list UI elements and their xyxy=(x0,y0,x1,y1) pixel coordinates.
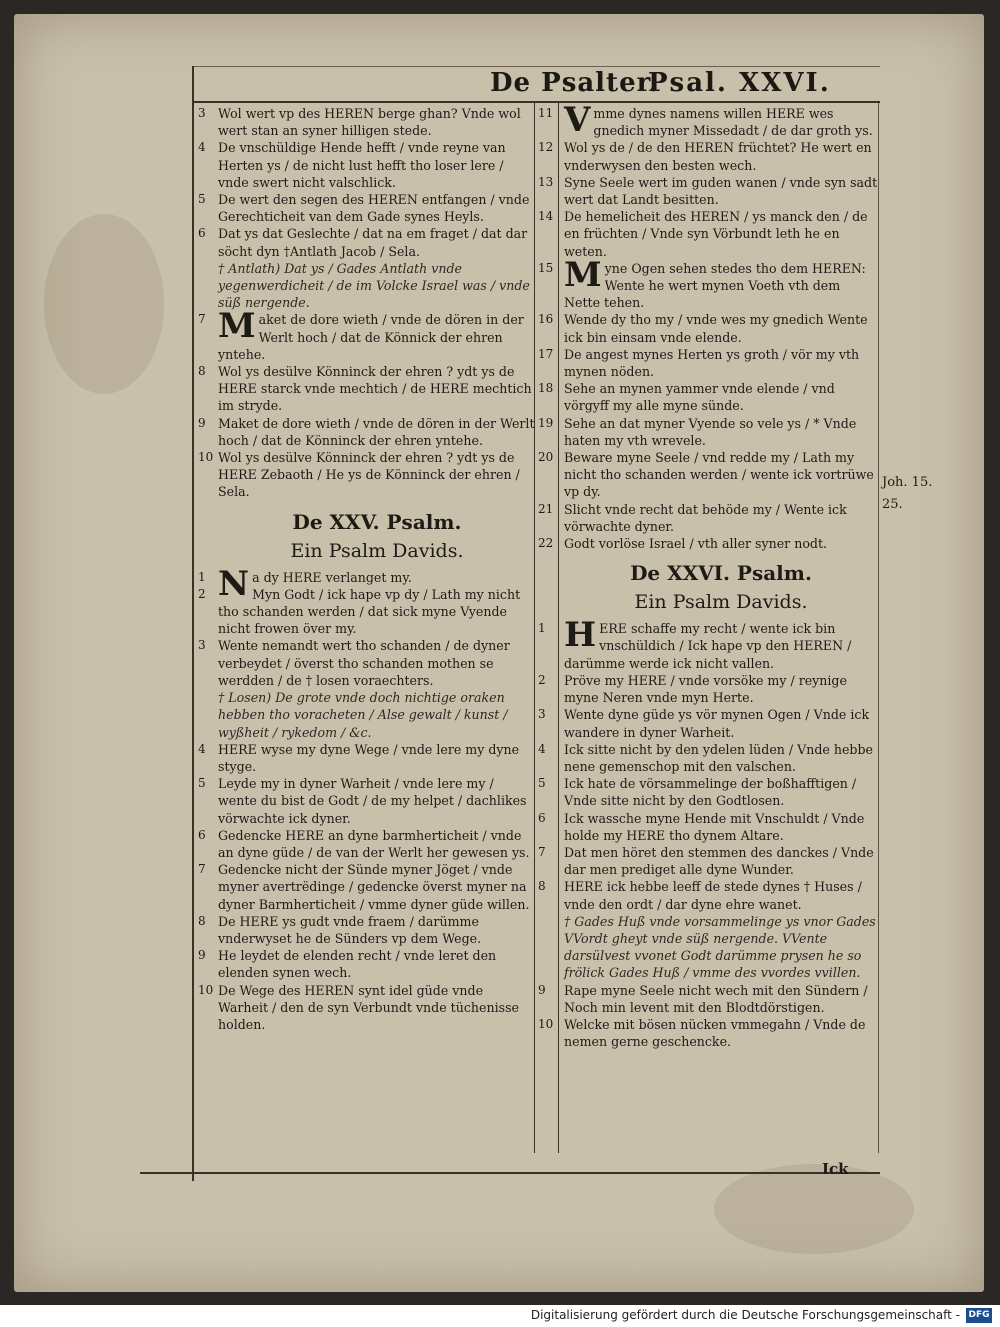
margin-reference-line1: Joh. 15. xyxy=(882,475,933,490)
verse-number: 2 xyxy=(198,586,206,601)
verse xyxy=(198,637,536,689)
verse-number: 3 xyxy=(198,106,206,120)
left-border-rule xyxy=(192,66,194,1181)
verse-text: De vnschüldige Hende hefft / vnde reyne van Herten ys / de nicht lust hefft tho loser lere / vnde swert nicht valschlick. xyxy=(218,140,506,190)
verse-number: 6 xyxy=(538,810,546,825)
verse xyxy=(538,982,878,1016)
verse-number: 16 xyxy=(538,312,554,327)
marginal-gloss xyxy=(564,913,878,982)
verse-text: Myne Ogen sehen stedes tho dem HEREN: Wente he wert mynen Voeth vth dem Nette tehen. xyxy=(564,254,866,311)
footer-rule xyxy=(140,1172,880,1174)
verse xyxy=(538,254,878,312)
verse-text: Vmme dynes namens willen HERE wes gnedich myner Missedadt / de dar groth ys. xyxy=(564,100,873,140)
catchword: Ick xyxy=(822,1160,849,1178)
verse xyxy=(538,706,878,740)
margin-reference-line2: 25. xyxy=(882,497,903,512)
verse-number: 21 xyxy=(538,501,554,516)
verse-text: Syne Seele wert im guden wanen / vnde syn sadt wert dat Landt besitten. xyxy=(564,174,878,208)
verse-number: 2 xyxy=(538,672,546,687)
verse xyxy=(198,775,536,827)
verse-text: HERE schaffe my recht / wente ick bin vnschüldich / Ick hape vp den HEREN / darümme werde ick nicht vallen. xyxy=(564,615,852,671)
verse-text: Wol ys de / de den HEREN früchtet? He wert en vnderwysen den besten wech. xyxy=(564,140,872,173)
verse-text: Dat ys dat Geslechte / dat na em fraget / dat dar söcht dyn †Antlath Jacob / Sela. xyxy=(218,226,528,259)
verse-number: 9 xyxy=(538,982,546,997)
verse-text: Ick sitte nicht by den ydelen lüden / Vnde hebbe nene gemenschop mit den valschen. xyxy=(564,741,874,774)
verse xyxy=(538,139,878,173)
verse-number: 8 xyxy=(198,913,206,928)
right-verses-before xyxy=(538,100,878,552)
verse-text: Maket de dore wieth / vnde de dören in der Werlt hoch / dat de Könnick der ehren yntehe. xyxy=(218,306,524,362)
verse-text: Wol wert vp des HEREN berge ghan? Vnde wol wert stan an syner hilligen stede. xyxy=(218,106,521,139)
verse-text: † Antlath) Dat ys / Gades Antlath vnde yegenwerdicheit / de im Volcke Israel was / vnde süß nergende. xyxy=(218,260,530,311)
verse xyxy=(538,810,878,844)
verse-text: Sehe an dat myner Vyende so vele ys / * Vnde haten my vth wrevele. xyxy=(564,415,857,448)
verse-number: 18 xyxy=(538,381,554,396)
verse xyxy=(198,306,536,363)
footer-bar xyxy=(0,1305,1000,1327)
verse-text: Sehe an mynen yammer vnde elende / vnd vörgyff my alle myne sünde. xyxy=(564,381,835,414)
verse-number: 7 xyxy=(198,312,206,327)
verse-text: He leydet de elenden recht / vnde leret den elenden synen wech. xyxy=(218,948,497,981)
verse-text: Gedencke nicht der Sünde myner Jöget / vnde myner avertrëdinge / gedencke överst myner na dyner Barmherticheit / vmme dyner güde willen. xyxy=(218,862,530,912)
verse-text: Wente dyne güde ys vör mynen Ogen / Vnde ick wandere in dyner Warheit. xyxy=(564,707,870,740)
verse-number: 15 xyxy=(538,260,554,275)
verse-text: De angest mynes Herten ys groth / vör my vth mynen nöden. xyxy=(564,346,860,380)
verse-text: De hemelicheit des HEREN / ys manck den / de en früchten / Vnde syn Vörbundt leth he en weten. xyxy=(564,209,868,259)
left-verses-after xyxy=(198,563,536,1033)
running-psalm-ref: Psal. XXVI. xyxy=(648,68,831,98)
verse xyxy=(538,615,878,672)
verse-text: Beware myne Seele / vnd redde my / Lath my nicht tho schanden werden / wente ick vortrüwe vp dy. xyxy=(564,450,874,500)
verse-text: Ick wassche myne Hende mit Vnschuldt / Vnde holde my HERE tho dynem Altare. xyxy=(564,810,865,843)
verse xyxy=(538,775,878,809)
left-column xyxy=(198,105,536,1033)
verse-text: Welcke mit bösen nücken vmmegahn / Vnde de nemen gerne geschencke. xyxy=(564,1016,866,1050)
verse-number: 5 xyxy=(198,192,206,207)
verse xyxy=(198,563,536,604)
psalm-25-subheading: Ein Psalm Davids. xyxy=(290,539,464,562)
verse xyxy=(198,827,536,861)
verse xyxy=(538,449,878,501)
verse-text: Slicht vnde recht dat behöde my / Wente ick vörwachte dyner. xyxy=(564,501,847,534)
verse xyxy=(538,672,878,706)
psalm-26-subheading: Ein Psalm Davids. xyxy=(634,591,808,614)
verse xyxy=(538,878,878,912)
verse-number: 7 xyxy=(538,844,546,859)
verse-number: 19 xyxy=(538,415,554,430)
left-verses-before xyxy=(198,105,536,501)
psalm-25-heading: De XXV. Psalm. xyxy=(292,509,462,534)
column-rule-right xyxy=(558,103,559,1153)
verse-text: Myn Godt / ick hape vp dy / Lath my nicht tho schanden werden / dat sick myne Vyende nicht frowen över my. xyxy=(218,586,521,637)
verse-number: 8 xyxy=(198,364,206,379)
paper-stain xyxy=(714,1164,914,1254)
verse xyxy=(198,139,536,191)
verse-number: 1 xyxy=(198,569,206,584)
verse-number: 4 xyxy=(198,140,206,155)
verse xyxy=(538,208,878,260)
verse-text: De HERE ys gudt vnde fraem / darümme vnderwyset he de Sünders vp dem Wege. xyxy=(218,913,482,946)
verse-number: 17 xyxy=(538,346,554,361)
psalm-26-heading: De XXVI. Psalm. xyxy=(630,561,812,586)
verse xyxy=(198,861,536,913)
verse xyxy=(198,913,536,947)
verse xyxy=(198,225,536,259)
verse-number: 8 xyxy=(538,879,546,894)
verse xyxy=(198,415,536,449)
verse-number: 10 xyxy=(198,450,214,465)
verse-text: Wente nemandt wert tho schanden / de dyner verbeydet / överst tho schanden mothen se werdden / de † losen voraechters. xyxy=(218,638,510,688)
verse xyxy=(198,363,536,415)
verse-number: 5 xyxy=(538,776,546,791)
verse xyxy=(198,947,536,981)
verse xyxy=(538,346,878,380)
verse-number: 13 xyxy=(538,174,554,189)
verse xyxy=(538,501,878,535)
header-rule xyxy=(192,101,880,103)
verse xyxy=(538,1016,878,1050)
marginal-gloss xyxy=(218,689,536,741)
verse-text: Leyde my in dyner Warheit / vnde lere my / wente du bist de Godt / de my helpet / dachlikes vörwachte ick dyner. xyxy=(218,776,527,826)
verse-text: Na dy HERE verlanget my. xyxy=(218,563,412,604)
verse-number: 4 xyxy=(538,741,546,756)
verse-text: † Gades Huß vnde vorsammelinge ys vnor Gades VVordt gheyt vnde süß nergende. VVente darsülvest vvonet Godt darümme prysen he so frölick Gades Huß / vmme des vvordes vvillen. xyxy=(564,913,876,981)
verse-text: Ick hate de vörsammelinge der boßhafftigen / Vnde sitte nicht by den Godtlosen. xyxy=(564,776,857,809)
verse xyxy=(538,174,878,208)
verse-text: Godt vorlöse Israel / vth aller syner nodt. xyxy=(564,536,828,552)
right-column xyxy=(538,100,878,1050)
verse-text: Wol ys desülve Könninck der ehren ? ydt ys de HERE starck vnde mechtich / de HERE mechtich im stryde. xyxy=(218,364,532,414)
verse-text: Wende dy tho my / vnde wes my gnedich Wente ick bin einsam vnde elende. xyxy=(564,312,868,345)
verse-text: Maket de dore wieth / vnde de dören in der Werlt hoch / dat de Könninck der ehren yntehe. xyxy=(218,415,535,448)
verse xyxy=(538,311,878,345)
verse-text: Wol ys desülve Könninck der ehren ? ydt ys de HERE Zebaoth / He ys de Könninck der ehren / Sela. xyxy=(218,450,520,500)
verse-number: 4 xyxy=(198,741,206,756)
verse-number: 10 xyxy=(198,982,214,997)
right-border-rule xyxy=(878,103,879,1153)
verse-number: 3 xyxy=(198,638,206,653)
dfg-logo-icon[interactable]: DFG xyxy=(966,1308,992,1323)
verse xyxy=(538,380,878,414)
verse-number: 11 xyxy=(538,106,554,120)
verse xyxy=(538,100,878,140)
verse-text: Dat men höret den stemmen des danckes / Vnde dar men prediget alle dyne Wunder. xyxy=(564,844,874,878)
verse-text: De Wege des HEREN synt idel güde vnde Warheit / den de syn Verbundt vnde tüchenisse holden. xyxy=(218,982,519,1032)
verse-number: 7 xyxy=(198,862,206,877)
marginal-gloss xyxy=(218,260,536,312)
header-rule-top xyxy=(192,66,880,67)
verse xyxy=(198,586,536,638)
verse-number: 10 xyxy=(538,1016,554,1031)
verse-number: 20 xyxy=(538,450,554,465)
verse xyxy=(198,449,536,501)
running-title: De Psalter. xyxy=(490,68,659,98)
verse-text: HERE ick hebbe leeff de stede dynes † Huses / vnde den ordt / dar dyne ehre wanet. xyxy=(564,879,862,912)
verse-number: 12 xyxy=(538,140,554,155)
verse xyxy=(198,105,536,139)
verse-text: HERE wyse my dyne Wege / vnde lere my dyne styge. xyxy=(218,741,520,774)
verse-number: 6 xyxy=(198,827,206,842)
right-verses-after xyxy=(538,615,878,1050)
verse-number: 22 xyxy=(538,536,554,551)
footer-credit: Digitalisierung gefördert durch die Deutsche Forschungsgemeinschaft - xyxy=(530,1308,960,1322)
verse-number: 9 xyxy=(198,948,206,963)
verse-text: Pröve my HERE / vnde vorsöke my / reynige myne Neren vnde myn Herte. xyxy=(564,672,847,706)
verse-number: 5 xyxy=(198,776,206,791)
verse xyxy=(538,535,878,552)
verse-number: 3 xyxy=(538,707,546,722)
verse-text: De wert den segen des HEREN entfangen / vnde Gerechticheit van dem Gade synes Heyls. xyxy=(218,192,530,225)
margin-reference xyxy=(882,472,932,516)
verse-number: 1 xyxy=(538,621,546,636)
verse xyxy=(538,844,878,878)
verse xyxy=(198,191,536,225)
verse-number: 6 xyxy=(198,226,206,241)
verse-text: Gedencke HERE an dyne barmherticheit / vnde an dyne güde / de van der Werlt her gewesen ys. xyxy=(218,827,530,860)
verse xyxy=(198,982,536,1034)
verse-text: † Losen) De grote vnde doch nichtige oraken hebben tho voracheten / Alse gewalt / kunst / wyßheit / rykedom / &c. xyxy=(218,690,508,740)
verse-number: 14 xyxy=(538,209,554,224)
verse xyxy=(538,741,878,775)
verse-number: 9 xyxy=(198,415,206,430)
paper-stain xyxy=(44,214,164,394)
verse-text: Rape myne Seele nicht wech mit den Sündern / Noch min levent mit den Blodtdörstigen. xyxy=(564,982,868,1015)
verse xyxy=(538,415,878,449)
verse xyxy=(198,741,536,775)
